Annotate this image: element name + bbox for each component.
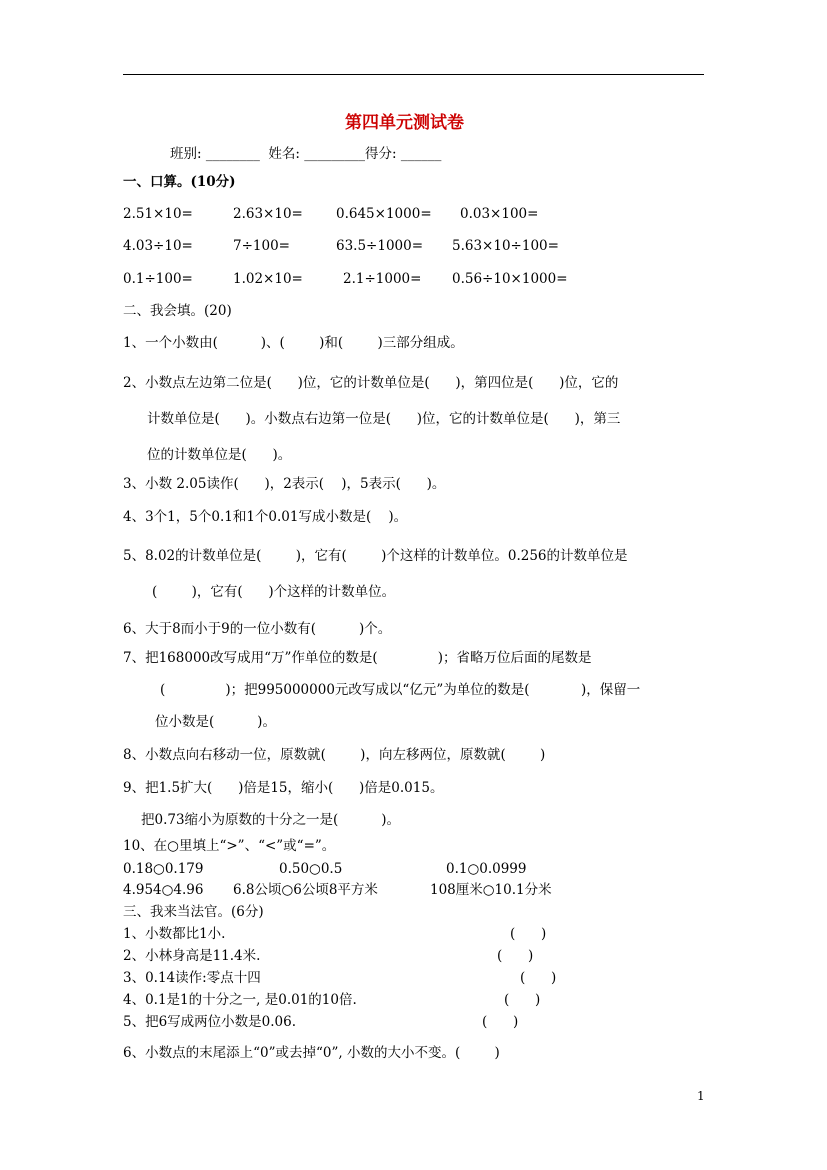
judge-item: 5、把6写成两位小数是0.06. (123, 1014, 297, 1030)
calc-item: 0.56÷10×1000= (452, 271, 568, 287)
judge-item-6: 6、小数点的末尾添上“0”或去掉“0”, 小数的大小不变。( ) (123, 1045, 500, 1061)
compare-item: 108厘米○10.1分米 (430, 882, 552, 898)
question-6: 6、大于8而小于9的一位小数有( )个。 (123, 621, 392, 637)
question-2-line2: 计数单位是( )。小数点右边第一位是( )位，它的计数单位是( )，第三 (147, 411, 621, 427)
judge-item: 4、0.1是1的十分之一, 是0.01的10倍. (123, 992, 357, 1008)
calc-item: 2.51×10= (123, 206, 193, 222)
header-rule (123, 74, 704, 75)
calc-item: 1.02×10= (233, 271, 303, 287)
compare-item: 0.50○0.5 (279, 861, 343, 877)
calc-item: 0.03×100= (460, 206, 539, 222)
question-10-intro: 10、在○里填上“>”、“<”或“=”。 (123, 838, 336, 854)
question-9-line1: 9、把1.5扩大( )倍是15，缩小( )倍是0.015。 (123, 780, 444, 796)
question-7-line1: 7、把168000改写成用“万”作单位的数是( )；省略万位后面的尾数是 (123, 650, 592, 666)
page-title: 第四单元测试卷 (345, 113, 464, 133)
page-number: 1 (697, 1089, 705, 1103)
calc-item: 5.63×10÷100= (452, 238, 559, 254)
calc-item: 0.1÷100= (123, 271, 193, 287)
judge-item: 2、小林身高是11.4米. (123, 948, 261, 964)
question-3: 3、小数 2.05读作( )，2表示( )，5表示( )。 (123, 476, 446, 492)
calc-item: 2.1÷1000= (343, 271, 422, 287)
judge-answer-paren: ( ) (504, 992, 541, 1008)
judge-item: 3、0.14读作:零点十四 (123, 970, 261, 986)
question-1: 1、一个小数由( )、( )和( )三部分组成。 (123, 335, 464, 351)
calc-item: 0.645×1000= (336, 206, 432, 222)
compare-item: 4.954○4.96 (123, 882, 204, 898)
calc-item: 2.63×10= (233, 206, 303, 222)
judge-answer-paren: ( ) (520, 970, 557, 986)
question-7-line3: 位小数是( )。 (155, 714, 276, 730)
judge-item: 1、小数都比1小. (123, 926, 226, 942)
calc-item: 63.5÷1000= (336, 238, 424, 254)
question-2-line3: 位的计数单位是( )。 (147, 447, 292, 463)
calc-item: 7÷100= (233, 238, 290, 254)
student-info-line: 班别: ________ 姓名: _________得分: ______ (170, 146, 442, 162)
question-7-line2: ( )；把995000000元改写成以“亿元”为单位的数是( )，保留一 (160, 682, 641, 698)
question-9-line2: 把0.73缩小为原数的十分之一是( )。 (141, 812, 401, 828)
section1-heading: 一、口算。(10分) (123, 174, 236, 190)
judge-answer-paren: ( ) (497, 948, 534, 964)
calc-item: 4.03÷10= (123, 238, 193, 254)
question-5-line1: 5、8.02的计数单位是( )，它有( )个这样的计数单位。0.256的计数单位是 (123, 548, 628, 564)
compare-item: 6.8公顷○6公顷8平方米 (233, 882, 378, 898)
judge-answer-paren: ( ) (510, 926, 547, 942)
question-4: 4、3个1，5个0.1和1个0.01写成小数是( )。 (123, 509, 408, 525)
question-5-line2: ( )，它有( )个这样的计数单位。 (152, 584, 396, 600)
question-2-line1: 2、小数点左边第二位是( )位，它的计数单位是( )，第四位是( )位，它的 (123, 375, 619, 391)
compare-item: 0.18○0.179 (123, 861, 204, 877)
section2-heading: 二、我会填。(20) (123, 303, 232, 319)
section3-heading: 三、我来当法官。(6分) (123, 904, 264, 920)
compare-item: 0.1○0.0999 (446, 861, 527, 877)
question-8: 8、小数点向右移动一位，原数就( )，向左移两位，原数就( ) (123, 747, 546, 763)
judge-answer-paren: ( ) (482, 1014, 519, 1030)
